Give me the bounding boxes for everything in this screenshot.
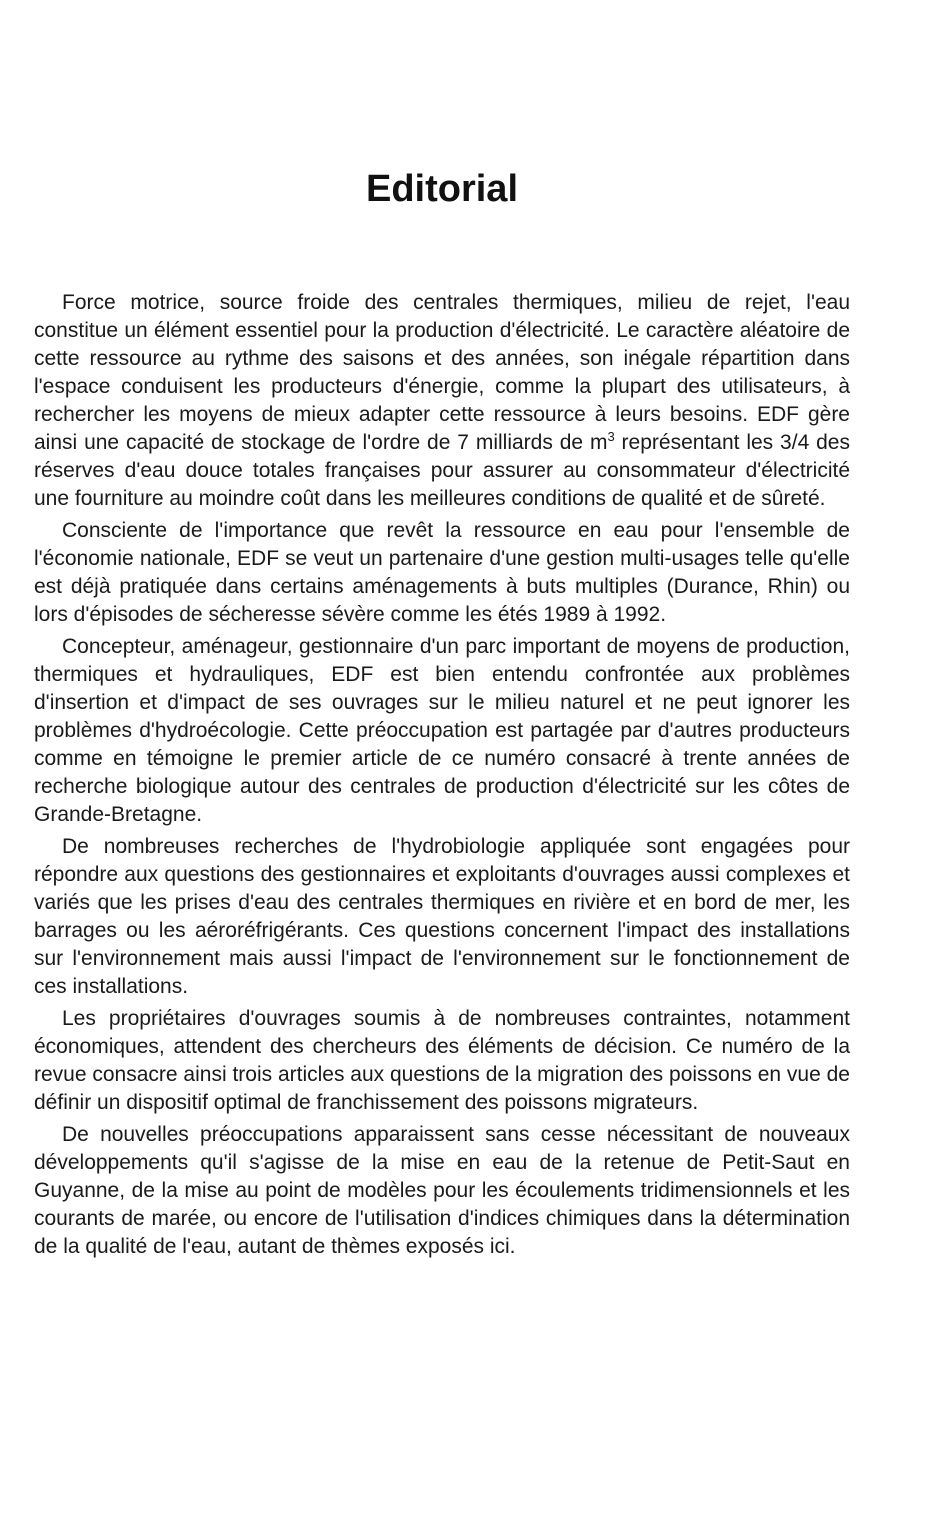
paragraph-2: Consciente de l'importance que revêt la ressource en eau pour l'ensemble de l'économie nationale, EDF se veut un partenaire d'une gestion multi-usages telle qu'elle est déjà pratiquée dans certains aménagements à buts multiples (Durance, Rhin) ou lors d'épisodes de sécheresse sévère comme les étés 1989 à 1992. (34, 519, 850, 626)
paragraph-3: Concepteur, aménageur, gestionnaire d'un parc important de moyens de production, thermiques et hydrauliques, EDF est bien entendu confrontée aux problèmes d'insertion et d'impact de ses ouvrages sur le milieu naturel et ne peut ignorer les problèmes d'hydroécologie. Cette préoccupation est partagée par d'autres producteurs comme en témoigne le premier article de ce numéro consacré à trente années de recherche biologique autour des centrales de production d'électricité sur les côtes de Grande-Bretagne. (34, 635, 850, 826)
page-title: Editorial (365, 168, 519, 210)
paragraph-5: Les propriétaires d'ouvrages soumis à de nombreuses contraintes, notamment économiques, attendent des chercheurs des éléments de décision. Ce numéro de la revue consacre ainsi trois articles aux questions de la migration des poissons en vue de définir un dispositif optimal de franchissement des poissons migrateurs. (34, 1007, 850, 1114)
paragraph-1-text-a: Force motrice, source froide des centrales thermiques, milieu de rejet, l'eau constitue un élément essentiel pour la production d'électricité. Le caractère aléatoire de cette ressource au rythme des saisons et des années, son inégale répartition dans l'espace conduisent les producteurs d'énergie, comme la plupart des utilisateurs, à rechercher les moyens de mieux adapter cette ressource à leurs besoins. EDF gère ainsi une capacité de stockage de l'ordre de 7 milliards de m (34, 291, 850, 454)
paragraph-1 (34, 289, 850, 513)
paragraph-1-text-b: représentant les 3/4 des réserves d'eau douce totales françaises pour assurer au consommateur d'électricité une fourniture au moindre coût dans les meilleures conditions de qualité et de sûreté. (34, 431, 850, 510)
paragraph-4: De nombreuses recherches de l'hydrobiologie appliquée sont engagées pour répondre aux questions des gestionnaires et exploitants d'ouvrages aussi complexes et variés que les prises d'eau des centrales thermiques en rivière et en bord de mer, les barrages ou les aéroréfrigérants. Ces questions concernent l'impact des installations sur l'environnement mais aussi l'impact de l'environnement sur le fonctionnement de ces installations. (34, 835, 850, 998)
editorial-body (34, 289, 850, 1265)
paragraph-6: De nouvelles préoccupations apparaissent sans cesse nécessitant de nouveaux développements qu'il s'agisse de la mise en eau de la retenue de Petit-Saut en Guyanne, de la mise au point de modèles pour les écoulements tridimensionnels et les courants de marée, ou encore de l'utilisation d'indices chimiques dans la détermination de la qualité de l'eau, autant de thèmes exposés ici. (34, 1123, 850, 1258)
paragraph-1-superscript: 3 (607, 429, 615, 444)
